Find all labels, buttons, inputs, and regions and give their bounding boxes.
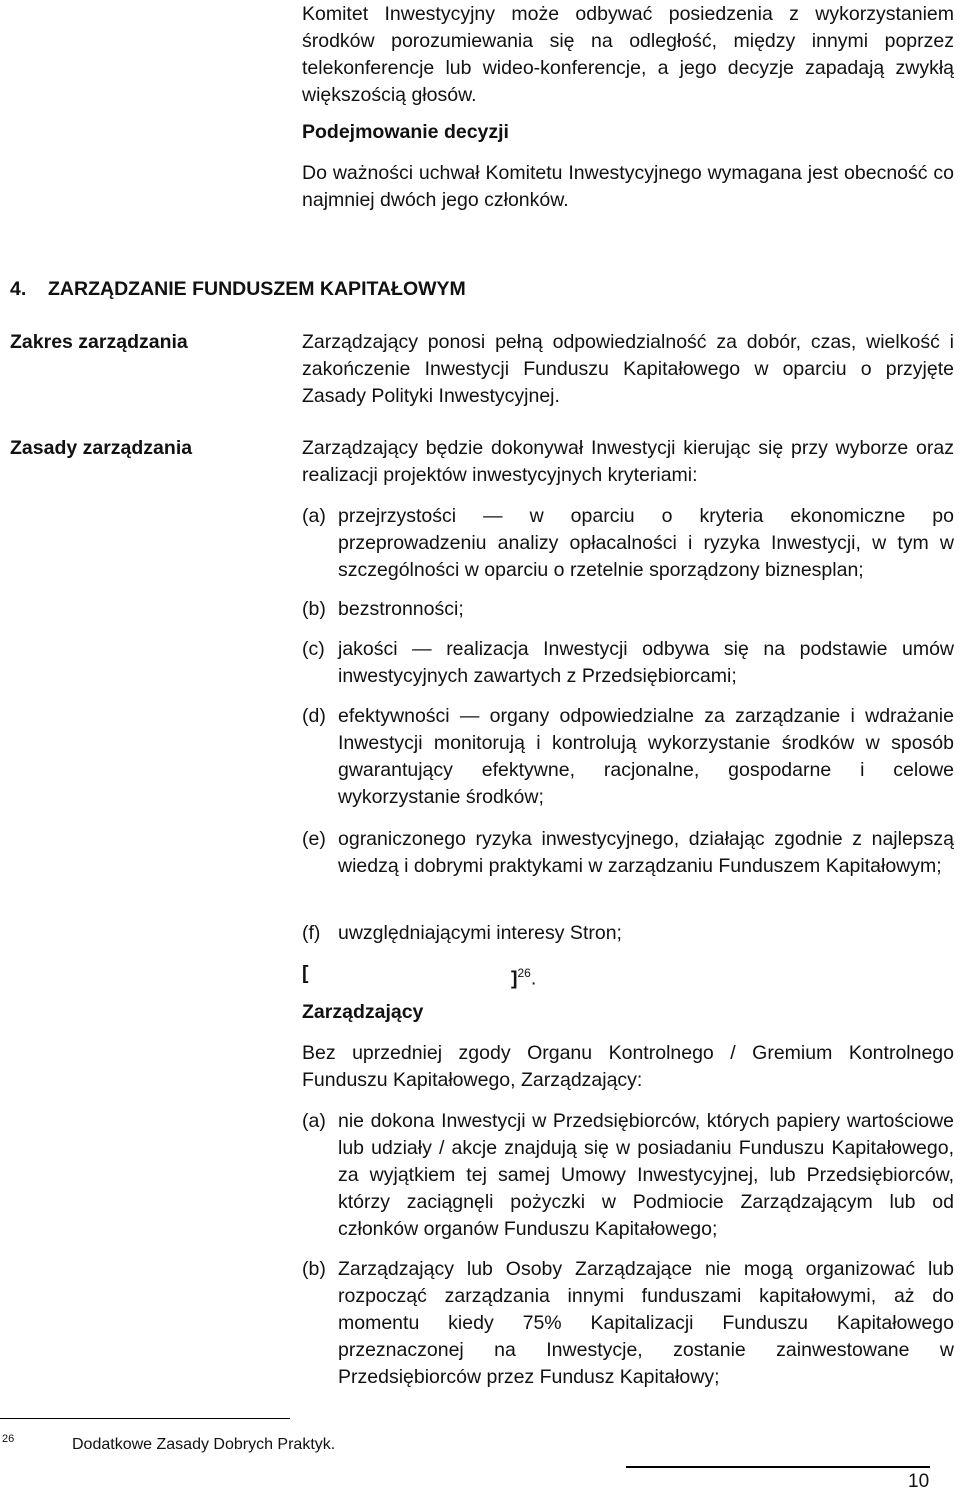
list-item-text: uwzględniającymi interesy Stron; [338,922,622,944]
footnote-separator [0,1418,290,1419]
manager-subheading: Zarządzający [302,1001,424,1023]
list-item-text: nie dokona Inwestycji w Przedsiębiorców, których papiery wartościowe lub udziały / akcje znajdują się w posiadaniu Funduszu Kapitałowego, za wyjątkiem tej samej Umowy Inwestycyjnej, lub Przedsiębiorców, którzy zaciągnęli pożyczki w Podmiocie Zarządzającym lub od członków organów Funduszu Kapitałowego; [338,1110,954,1240]
list-item [302,1108,954,1243]
manager-intro: Bez uprzedniej zgody Organu Kontrolnego / Gremium Kontrolnego Funduszu Kapitałowego, Zarządzający: [302,1042,954,1091]
list-item-text: jakości — realizacja Inwestycji odbywa się na podstawie umów inwestycyjnych zawartych z Przedsiębiorcami; [338,638,954,687]
scope-text: Zarządzający ponosi pełną odpowiedzialność za dobór, czas, wielkość i zakończenie Inwestycji Funduszu Kapitałowego w oparciu o przyjęte Zasady Polityki Inwestycyjnej. [302,331,954,407]
bracket-period: . [530,967,537,990]
list-item-label: (a) [302,1110,326,1132]
list-item [302,1256,954,1391]
list-item [302,826,954,880]
list-item [302,703,954,811]
list-item [302,503,954,584]
principles-intro: Zarządzający będzie dokonywał Inwestycji kierując się przy wyborze oraz realizacji projektów inwestycyjnych kryteriami: [302,437,954,486]
decision-paragraph: Do ważności uchwał Komitetu Inwestycyjnego wymagana jest obecność co najmniej dwóch jego członków. [302,162,954,211]
list-item-label: (b) [302,598,326,620]
placeholder-bracket-open: [ [302,962,309,984]
list-item-text: efektywności — organy odpowiedzialne za zarządzanie i wdrażanie Inwestycji monitorują i kontrolują wykorzystanie środków w sposób gwarantujący efektywne, racjonalne, gospodarne i celowe wykorzystanie środków; [338,705,954,808]
footnote-reference: 26 [517,966,531,980]
section-title: ZARZĄDZANIE FUNDUSZEM KAPITAŁOWYM [48,278,466,300]
page-number: 10 [908,1471,930,1492]
list-item [302,920,954,947]
page-footer-rule [626,1466,930,1468]
list-item [302,636,954,690]
list-item-label: (d) [302,705,326,727]
bracket-close: ] [511,967,518,990]
list-item-text: Zarządzający lub Osoby Zarządzające nie mogą organizować lub rozpocząć zarządzania innymi funduszami kapitałowymi, aż do momentu kiedy 75% Kapitalizacji Funduszu Kapitałowego przeznaczonej na Inwestycje, zostanie zainwestowane w Przedsiębiorców przez Fundusz Kapitałowy; [338,1258,954,1388]
list-item [302,596,954,623]
list-item-label: (a) [302,505,326,527]
list-item-label: (e) [302,828,326,850]
placeholder-bracket-close [511,960,536,993]
scope-label: Zakres zarządzania [10,331,188,353]
list-item-label: (c) [302,638,325,660]
decision-heading: Podejmowanie decyzji [302,121,509,143]
footnote-number: 26 [2,1433,15,1445]
list-item-text: ograniczonego ryzyka inwestycyjnego, działając zgodnie z najlepszą wiedzą i dobrymi praktykami w zarządzaniu Funduszem Kapitałowym; [338,828,954,877]
section-number: 4. [10,278,27,300]
principles-label: Zasady zarządzania [10,437,193,459]
list-item-label: (b) [302,1258,326,1280]
footnote-text: Dodatkowe Zasady Dobrych Praktyk. [72,1436,336,1453]
list-item-label: (f) [302,922,321,944]
list-item-text: przejrzystości — w oparciu o kryteria ekonomiczne po przeprowadzeniu analizy opłacalności i ryzyka Inwestycji, w tym w szczególności w oparciu o rzetelnie sporządzony biznesplan; [338,505,954,581]
list-item-text: bezstronności; [338,598,464,620]
intro-paragraph: Komitet Inwestycyjny może odbywać posiedzenia z wykorzystaniem środków porozumiewania się na odległość, między innymi poprzez telekonferencje lub wideo-konferencje, a jego decyzje zapadają zwykłą większością głosów. [302,3,954,106]
